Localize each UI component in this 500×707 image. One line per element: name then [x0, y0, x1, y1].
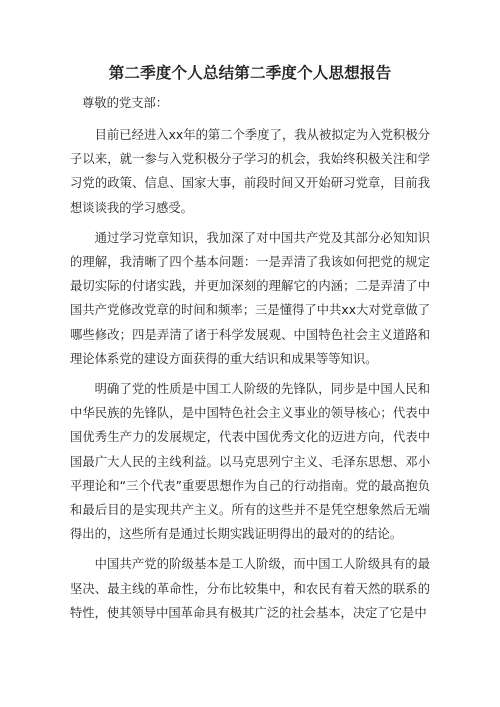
salutation: 尊敬的党支部：	[82, 96, 169, 110]
body-paragraph-3: 明确了党的性质是中国工人阶级的先锋队，同步是中国人民和中华民族的先锋队，是中国特色社会主义事业的领导核心；代表中国优秀生产力的发展规定，代表中国优秀文化的迈进方向，代表中国最广大人民的主线利益。以马克思列宁主义、毛泽东思想、邓小平理论和“三个代表”重要思想作为自己的行动指南。党的最高抱负和最后目的是实现共产主义。所有的这些并不是凭空想象然后无端得出的，这些所有是通过长期实践证明得出的最对的的结论。	[70, 382, 430, 542]
document-title: 第二季度个人总结第二季度个人思想报告	[108, 64, 392, 82]
body-paragraph-4: 中国共产党的阶级基本是工人阶级，而中国工人阶级具有的最坚决、最主线的革命性，分布比较集中，和农民有着天然的联系的特性，使其领导中国革命具有极其广泛的社会基本，决定了它是中	[70, 557, 430, 620]
body-paragraph-1: 目前已经进入xx年的第二个季度了，我从被拟定为入党积极分子以来，就一参与入党积极分子学习的机会，我始终积极关注和学习党的政策、信息、国家大事，前段时间又开始研习党章，目前我想谈谈我的学习感受。	[70, 128, 430, 215]
body-paragraph-2: 通过学习党章知识，我加深了对中国共产党及其部分必知知识的理解，我清晰了四个基本问题：一是弄清了我该如何把党的规定最切实际的付诸实践，并更加深刻的理解它的内涵；二是弄清了中国共产党修改党章的时间和频率；三是懂得了中共xx大对党章做了哪些修改；四是弄清了诸于科学发展观、中国特色社会主义道路和理论体系党的建设方面获得的重大结识和成果等等知识。	[70, 230, 430, 366]
